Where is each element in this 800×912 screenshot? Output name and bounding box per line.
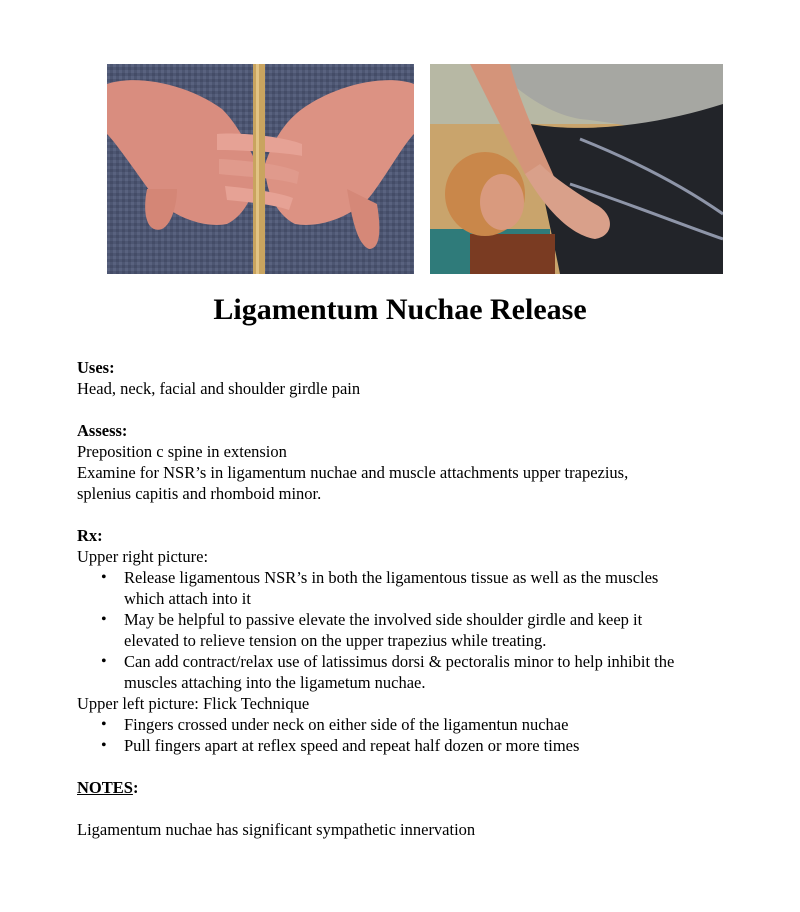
- hands-fingers-interlaced-photo: [107, 64, 414, 274]
- assess-line: Preposition c spine in extension: [77, 442, 287, 461]
- notes-section: [77, 777, 767, 840]
- notes-text: Ligamentum nuchae has significant sympathetic innervation: [77, 820, 476, 839]
- uses-heading: Uses:: [77, 358, 115, 377]
- uses-section: [77, 357, 767, 399]
- bullet-text: Can add contract/relax use of latissimus dorsi & pectoralis minor to help inhibit the: [124, 652, 675, 671]
- list-item: [77, 609, 767, 651]
- notes-colon: :: [132, 778, 139, 797]
- rx-group2-list: [77, 714, 767, 756]
- bullet-text: Fingers crossed under neck on either side of the ligamentun nuchae: [124, 715, 569, 734]
- notes-heading-line: [77, 777, 767, 798]
- list-item: [77, 567, 767, 609]
- list-item: [77, 651, 767, 693]
- rx-heading: Rx:: [77, 526, 103, 545]
- bullet-text: May be helpful to passive elevate the involved side shoulder girdle and keep it: [124, 610, 643, 629]
- bullet-text: Release ligamentous NSR’s in both the ligamentous tissue as well as the muscles: [124, 568, 659, 587]
- bullet-icon: •: [101, 716, 107, 733]
- list-item: [77, 714, 767, 735]
- bullet-icon: •: [101, 737, 107, 754]
- assess-line: Examine for NSR’s in ligamentum nuchae and muscle attachments upper trapezius,: [77, 463, 629, 482]
- bullet-text: elevated to relieve tension on the upper trapezius while treating.: [124, 631, 547, 650]
- assess-line: splenius capitis and rhomboid minor.: [77, 484, 322, 503]
- rx-group1-list: [77, 567, 767, 693]
- page-title: Ligamentum Nuchae Release: [213, 293, 587, 326]
- bullet-text: Pull fingers apart at reflex speed and repeat half dozen or more times: [124, 736, 580, 755]
- bullet-text: which attach into it: [124, 589, 251, 608]
- rx-group2-label: Upper left picture: Flick Technique: [77, 694, 310, 713]
- assess-heading: Assess:: [77, 421, 128, 440]
- list-item: [77, 735, 767, 756]
- assess-section: [77, 420, 767, 504]
- bullet-icon: •: [101, 611, 107, 628]
- notes-heading: NOTES: [77, 778, 133, 797]
- bullet-icon: •: [101, 653, 107, 670]
- document-body: [77, 357, 767, 861]
- therapist-treating-neck-photo: [430, 64, 723, 274]
- bullet-icon: •: [101, 569, 107, 586]
- bullet-text: muscles attaching into the ligametum nuchae.: [124, 673, 426, 692]
- rx-group1-label: Upper right picture:: [77, 547, 209, 566]
- rx-section: [77, 525, 767, 756]
- uses-text: Head, neck, facial and shoulder girdle pain: [77, 379, 361, 398]
